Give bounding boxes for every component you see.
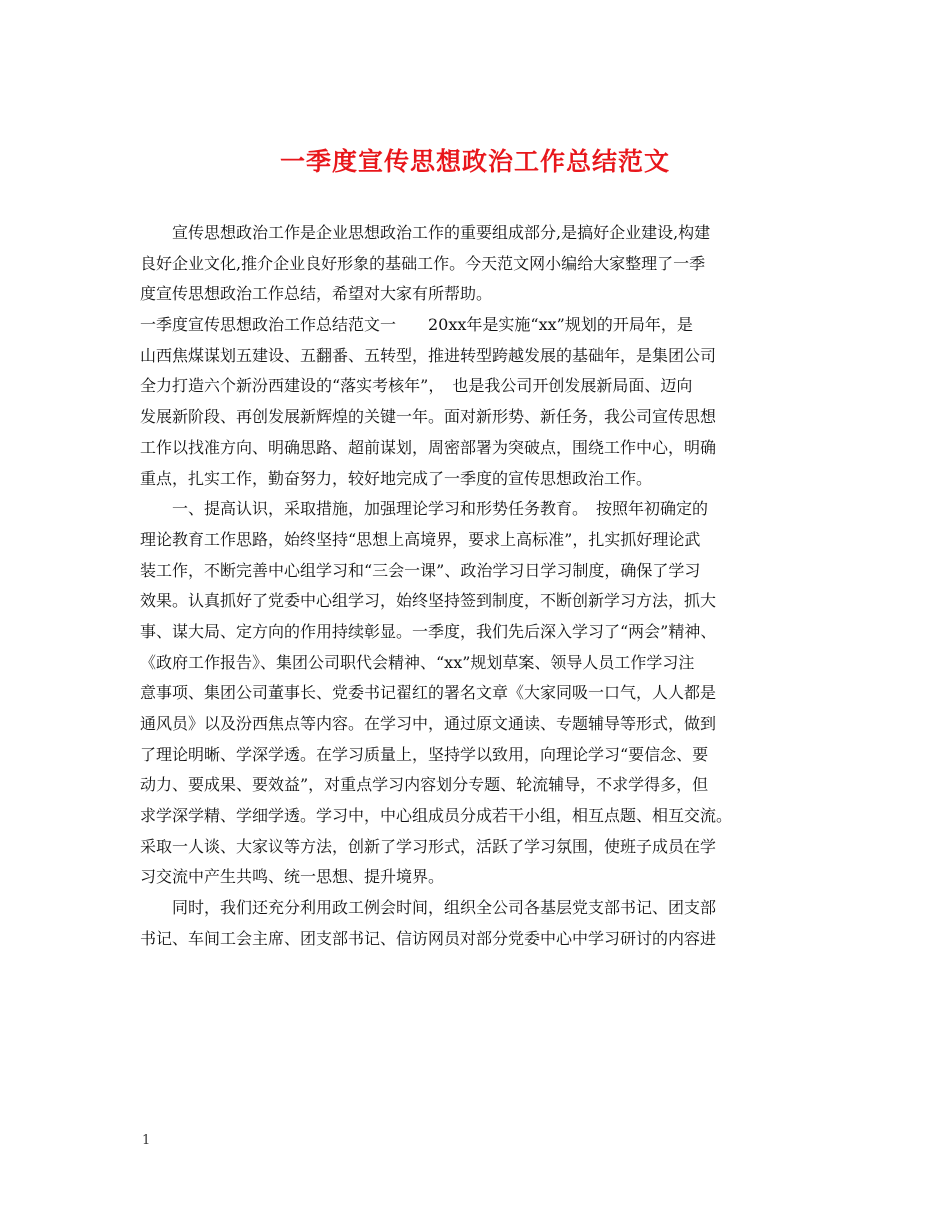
body-line: 良好企业文化,推介企业良好形象的基础工作。今天范文网小编给大家整理了一季 <box>140 253 706 273</box>
document-title: 一季度宣传思想政治工作总结范文 <box>279 147 670 176</box>
body-line: 采取一人谈、大家议等方法，创新了学习形式，活跃了学习氛围，使班子成员在学 <box>140 836 717 856</box>
body-line: 宣传思想政治工作是企业思想政治工作的重要组成部分,是搞好企业建设,构建 <box>140 223 711 242</box>
body-line: 装工作，不断完善中心组学习和“三会一课”、政治学习日学习制度，确保了学习 <box>140 560 701 580</box>
body-line: 《政府工作报告》、集团公司职代会精神、“xx”规划草案、领导人员工作学习注 <box>140 652 695 672</box>
body-line: 一、提高认识，采取措施，加强理论学习和形势任务教育。 按照年初确定的 <box>140 499 709 519</box>
body-line: 事、谋大局、定方向的作用持续彰显。一季度，我们先后深入学习了“两会”精神、 <box>140 621 717 641</box>
body-line: 通风员》以及汾西焦点等内容。在学习中，通过原文通读、专题辅导等形式，做到 <box>140 714 717 733</box>
body-line: 效果。认真抓好了党委中心组学习，始终坚持签到制度，不断创新学习方法，抓大 <box>140 591 717 611</box>
body-line: 度宣传思想政治工作总结，希望对大家有所帮助。 <box>140 284 493 304</box>
body-line: 了理论明晰、学深学透。在学习质量上，坚持学以致用，向理论学习“要信念、要 <box>140 744 709 764</box>
body-line: 动力、要成果、要效益”，对重点学习内容划分专题、轮流辅导，不求学得多，但 <box>140 775 709 795</box>
body-line: 理论教育工作思路，始终坚持“思想上高境界，要求上高标准”，扎实抓好理论武 <box>140 529 701 549</box>
body-line: 求学深学精、学细学透。学习中，中心组成员分成若干小组，相互点题、相互交流。 <box>140 806 733 826</box>
body-line: 重点，扎实工作，勤奋努力，较好地完成了一季度的宣传思想政治工作。 <box>140 468 653 488</box>
page-number: 1 <box>142 1133 151 1148</box>
body-line: 发展新阶段、再创发展新辉煌的关键一年。面对新形势、新任务，我公司宣传思想 <box>140 407 717 427</box>
body-line: 一季度宣传思想政治工作总结范文一 20xx年是实施“xx”规划的开局年，是 <box>140 315 693 335</box>
body-line: 书记、车间工会主席、团支部书记、信访网员对部分党委中心中学习研讨的内容进 <box>140 928 717 948</box>
body-line: 同时，我们还充分利用政工例会时间，组织全公司各基层党支部书记、团支部 <box>140 898 717 918</box>
document-body <box>140 218 840 955</box>
body-line: 意事项、集团公司董事长、党委书记翟红的署名文章《大家同吸一口气，人人都是 <box>140 683 717 703</box>
body-line: 工作以找准方向、明确思路、超前谋划，周密部署为突破点，围绕工作中心，明确 <box>140 437 717 457</box>
body-line: 山西焦煤谋划五建设、五翻番、五转型，推进转型跨越发展的基础年，是集团公司 <box>140 345 717 365</box>
body-line: 全力打造六个新汾西建设的“落实考核年”， 也是我公司开创发展新局面、迈向 <box>140 376 693 396</box>
body-line: 习交流中产生共鸣、统一思想、提升境界。 <box>140 867 445 887</box>
